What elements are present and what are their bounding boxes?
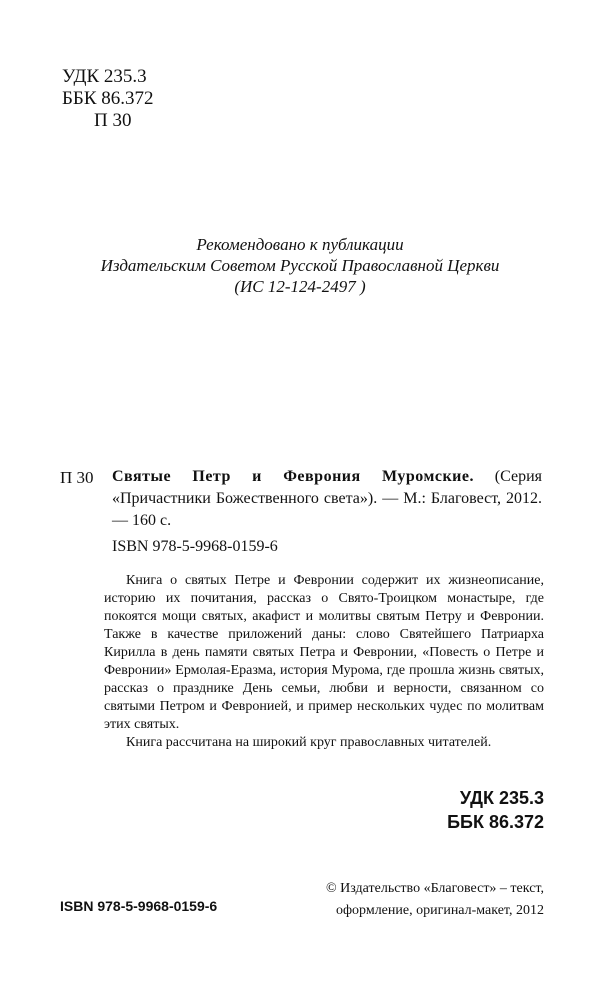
- copyright-notice: [300, 878, 544, 922]
- book-title: Святые Петр и Феврония Муромские.: [112, 468, 474, 485]
- recommendation-line-2: Издательским Советом Русской Православной Церкви: [100, 256, 500, 275]
- udk-code: УДК 235.3: [459, 788, 544, 808]
- top-classification-block: [62, 66, 154, 132]
- recommendation-line-1: Рекомендовано к публикации: [196, 235, 404, 254]
- footer-isbn: ISBN 978-5-9968-0159-6: [60, 898, 218, 914]
- copyright-line-2: оформление, оригинал-макет, 2012: [335, 903, 544, 918]
- bbk-code: ББК 86.372: [62, 88, 154, 109]
- udk-code: УДК 235.3: [62, 66, 147, 87]
- entry-author-mark: П 30: [60, 468, 94, 487]
- annotation-paragraph: Книга о святых Петре и Февронии содержит их жизнеописание, историю их почитания, рассказ о Свято-Троицком монастыре, где покоятся мощи святых, акафист и молитвы святым Петру и Февронии. Также в качестве приложений даны: слово Святейшего Патриарха Кирилла в день памяти святых Петра и Февронии, «Повесть о Петре и Февронии» Ермолая-Еразма, история Мурома, где прошла жизнь святых, рассказ о празднике День семьи, любви и верности, связанном со святыми Петром и Февронией, и пример нескольких чудес по молитвам этих святых.: [104, 573, 544, 732]
- bibliographic-entry: [112, 466, 542, 532]
- entry-isbn: ISBN 978-5-9968-0159-6: [112, 538, 278, 555]
- author-mark: П 30: [94, 110, 132, 131]
- bbk-code: ББК 86.372: [447, 812, 544, 832]
- recommendation-line-3: (ИС 12-124-2497 ): [234, 277, 366, 296]
- book-imprint: (Серия «Причастники Божественного света»). — М.: Благовест, 2012. — 160 с.: [112, 468, 543, 529]
- bottom-classification-block: [420, 786, 544, 834]
- annotation-paragraph: Книга рассчитана на широкий круг православных читателей.: [126, 735, 492, 750]
- publication-recommendation: [0, 234, 600, 297]
- annotation: [104, 572, 544, 752]
- copyright-line-1: © Издательство «Благовест» – текст,: [326, 881, 544, 896]
